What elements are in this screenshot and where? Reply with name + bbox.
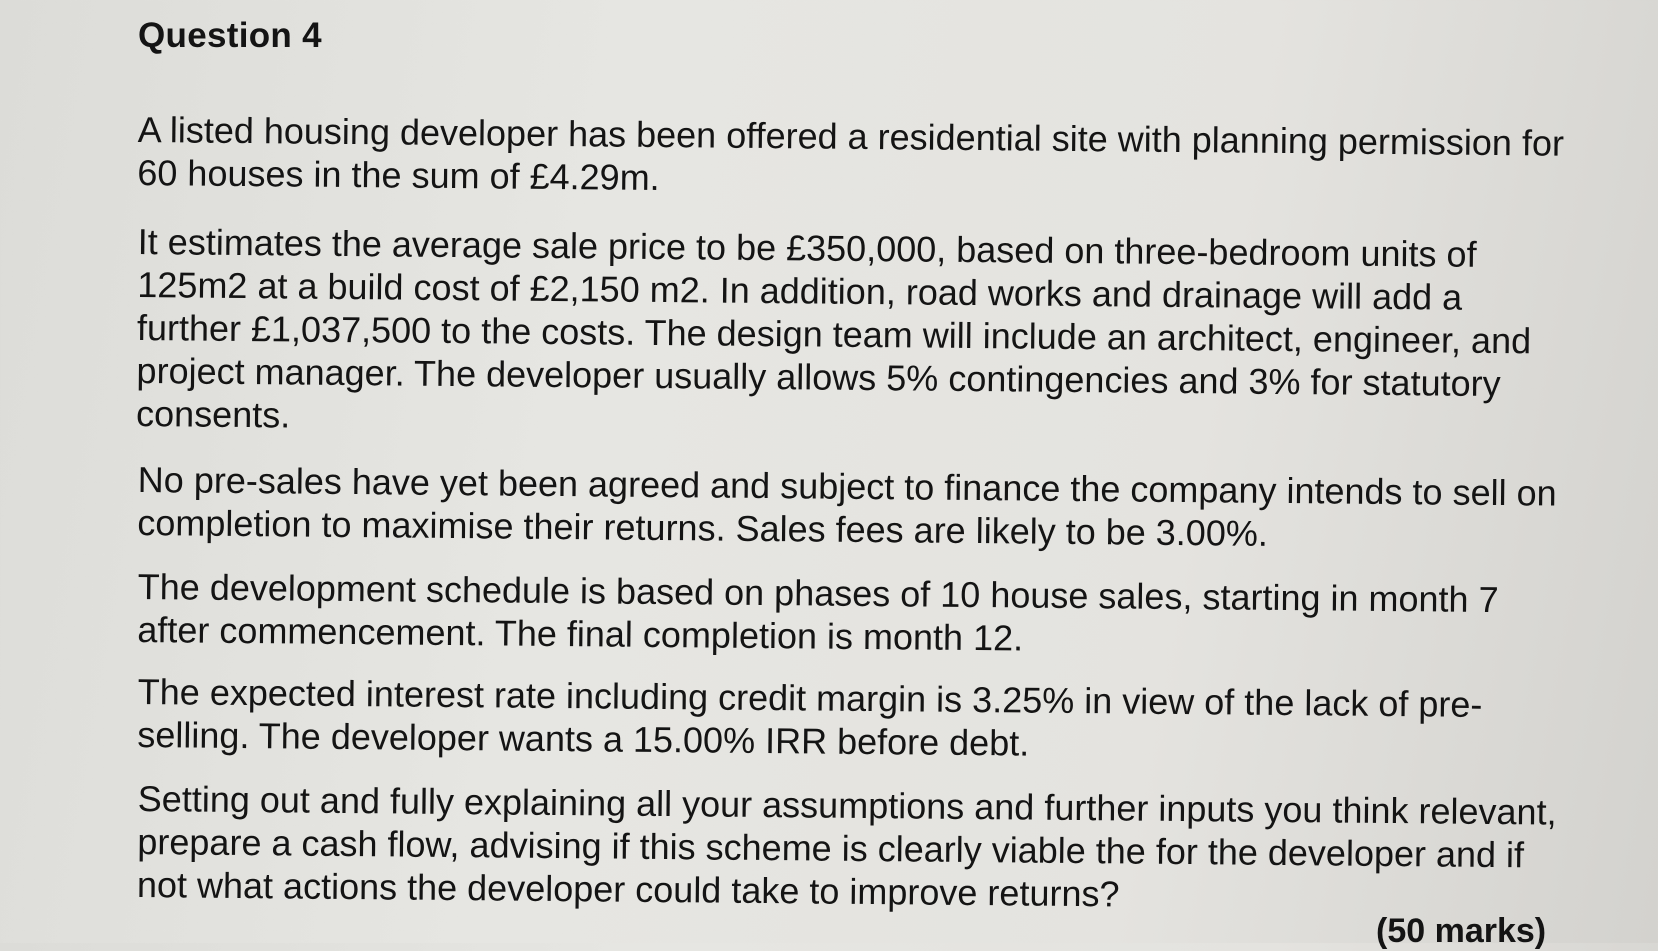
marks-label: (50 marks) bbox=[1376, 912, 1547, 950]
paragraph-task: Setting out and fully explaining all your assumptions and further inputs you think relevant, prepare a cash flow, advising if this scheme is clearly viable the for the developer and if not what actions the developer could take to improve returns? bbox=[136, 777, 1557, 915]
paragraph-sales: No pre-sales have yet been agreed and subject to finance the company intends to sell on completion to maximise their returns. Sales fees are likely to be 3.00%. bbox=[137, 458, 1557, 554]
paragraph-schedule: The development schedule is based on phases of 10 house sales, starting in month 7 after commencement. The final completion is month 12. bbox=[137, 565, 1499, 659]
paragraph-costs: It estimates the average sale price to be £350,000, based on three-bedroom units of 125m2 at a build cost of £2,150 m2. In addition, road works and drainage will add a further £1,037,500 to the costs. The design team will include an architect, engineer, and project manager. The developer usually allows 5% contingencies and 3% for statutory consents. bbox=[135, 220, 1532, 436]
paragraph-site-offer: A listed housing developer has been offered a residential site with planning permission for 60 houses in the sum of £4.29m. bbox=[137, 108, 1565, 199]
paragraph-interest: The expected interest rate including credit margin is 3.25% in view of the lack of pre-selling. The developer wants a 15.00% IRR before debt. bbox=[137, 670, 1483, 764]
question-heading: Question 4 bbox=[138, 16, 322, 55]
